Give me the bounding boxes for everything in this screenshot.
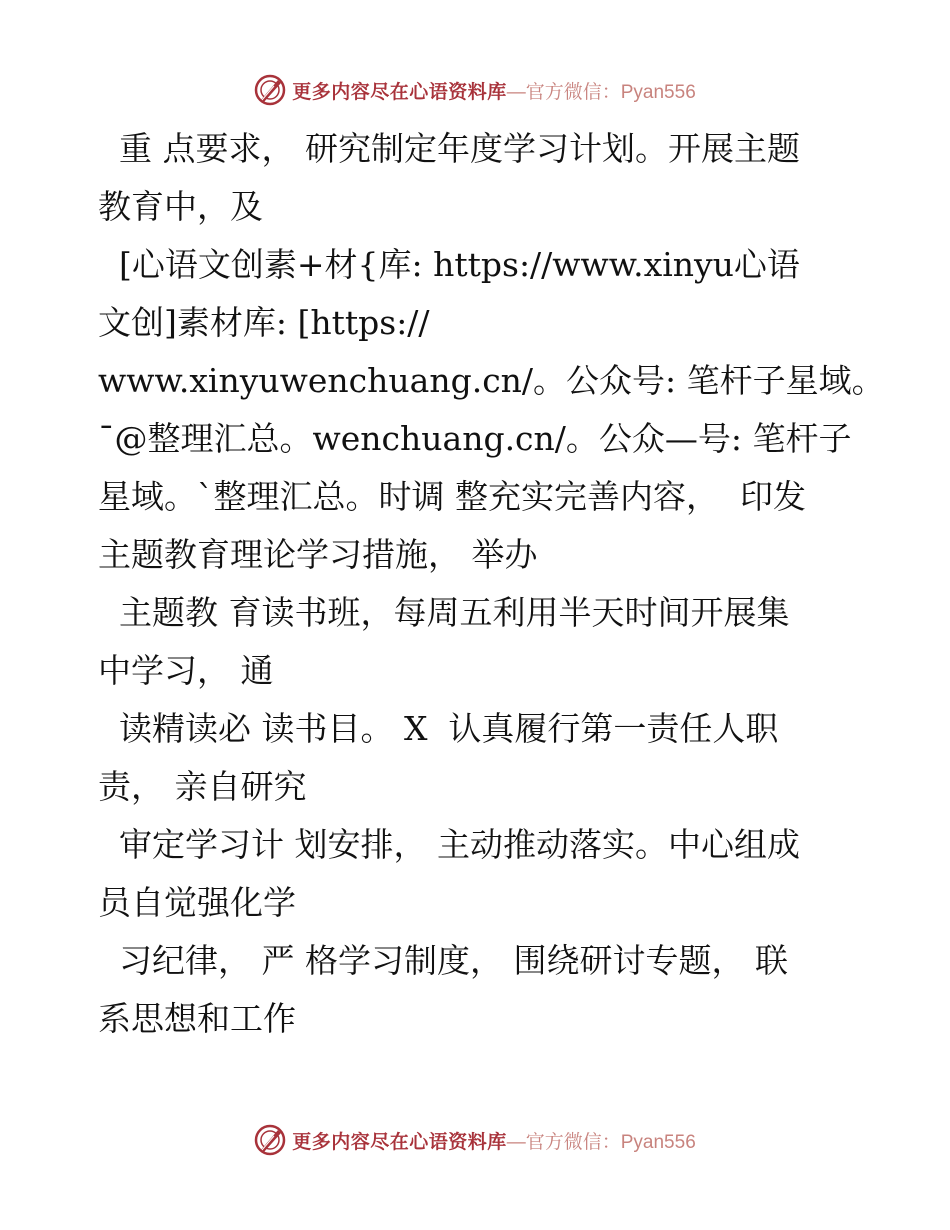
quill-pen-logo-icon — [254, 1124, 286, 1156]
body-line: 文创]素材库: [https:// — [98, 303, 430, 342]
body-line: 习纪律， 严 格学习制度， 围绕研讨专题， 联 — [98, 941, 788, 980]
footer-banner — [0, 1120, 950, 1160]
body-line: 教育中，及 — [98, 187, 263, 226]
header-contact-text: —官方微信：Pyan556 — [506, 81, 696, 103]
quill-pen-logo-icon — [254, 74, 286, 106]
document-body — [98, 120, 885, 1048]
body-line: 员自觉强化学 — [98, 883, 296, 922]
body-line: 系思想和工作 — [98, 999, 296, 1038]
footer-brand-text: 更多内容尽在心语资料库 — [292, 1130, 507, 1153]
header-brand-text: 更多内容尽在心语资料库 — [292, 80, 507, 103]
body-line: www.xinyuwenchuang.cn/。公众号: 笔杆子星域。 — [98, 361, 885, 400]
body-line: ¯@整理汇总。wenchuang.cn/。公众—号: 笔杆子 — [98, 419, 852, 458]
body-line: 重 点要求， 研究制定年度学习计划。开展主题 — [98, 129, 800, 168]
header-banner — [0, 70, 950, 110]
body-line: 主题教 育读书班，每周五利用半天时间开展集 — [98, 593, 790, 632]
footer-contact-text: —官方微信：Pyan556 — [506, 1131, 696, 1153]
body-line: 责， 亲自研究 — [98, 767, 307, 806]
body-line: 星域。`整理汇总。时调 整充实完善内容， 印发 — [98, 477, 806, 516]
body-line: 读精读必 读书目。 X 认真履行第一责任人职 — [98, 709, 779, 748]
body-line: [心语文创素+材{库: https://www.xinyu心语 — [98, 245, 800, 284]
body-line: 中学习， 通 — [98, 651, 274, 690]
body-line: 审定学习计 划安排， 主动推动落实。中心组成 — [98, 825, 800, 864]
body-line: 主题教育理论学习措施， 举办 — [98, 535, 538, 574]
